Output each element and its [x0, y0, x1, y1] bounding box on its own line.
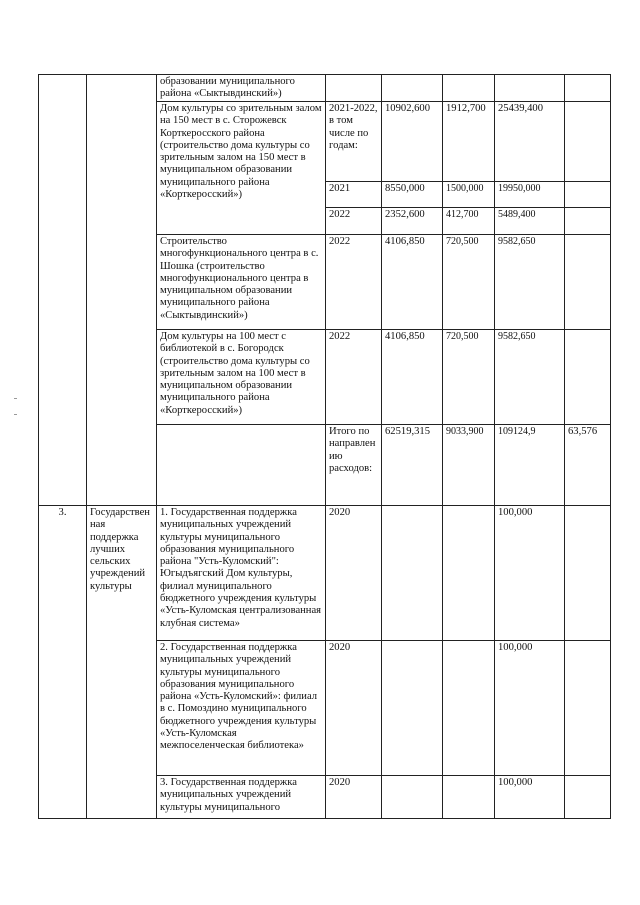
value-cell: [382, 776, 443, 819]
total-value-cell: 63,576: [565, 425, 611, 506]
year-cell: 2022: [326, 208, 382, 235]
value-cell: 9582,650: [495, 330, 565, 425]
year-cell: 2020: [326, 641, 382, 776]
value-cell: [565, 208, 611, 235]
row-number-cell: 3.: [39, 506, 87, 819]
value-cell: 720,500: [443, 235, 495, 330]
scan-mark: [14, 398, 17, 399]
value-cell: [565, 102, 611, 182]
description-cell: 1. Государственная поддержка муниципальных учреждений культуры муниципального образования муниципального района "Усть-Куломский": Югыдъягский Дом культуры, филиал муниципального бюджетного учреждения культуры «Усть-Куломская централизованная клубная система»: [157, 506, 326, 641]
value-cell: 8550,000: [382, 182, 443, 208]
value-cell: 5489,400: [495, 208, 565, 235]
value-cell: 720,500: [443, 330, 495, 425]
year-cell: 2022: [326, 235, 382, 330]
description-cell: 3. Государственная поддержка муниципальных учреждений культуры муниципального: [157, 776, 326, 819]
value-cell: 19950,000: [495, 182, 565, 208]
value-cell: 412,700: [443, 208, 495, 235]
year-cell: 2022: [326, 330, 382, 425]
value-cell: [565, 75, 611, 102]
value-cell: 2352,600: [382, 208, 443, 235]
value-cell: 4106,850: [382, 235, 443, 330]
year-cell: 2020: [326, 776, 382, 819]
year-cell: 2021-2022, в том числе по годам:: [326, 102, 382, 182]
description-cell: Строительство многофункционального центра в с. Шошка (строительство многофункционального центра в муниципальном образовании муниципального района «Сыктывдинский»): [157, 235, 326, 330]
value-cell: [443, 75, 495, 102]
year-cell: 2021: [326, 182, 382, 208]
value-cell: [443, 641, 495, 776]
value-cell: 1500,000: [443, 182, 495, 208]
year-cell: 2020: [326, 506, 382, 641]
value-cell: 25439,400: [495, 102, 565, 182]
value-cell: [565, 776, 611, 819]
total-value-cell: 62519,315: [382, 425, 443, 506]
description-cell: образовании муниципального района «Сыктывдинский»): [157, 75, 326, 102]
value-cell: [443, 506, 495, 641]
value-cell: [382, 506, 443, 641]
scan-mark: [14, 414, 17, 415]
value-cell: [495, 75, 565, 102]
program-table: [38, 74, 611, 819]
total-value-cell: 9033,900: [443, 425, 495, 506]
description-cell: Дом культуры со зрительным залом на 150 мест в с. Сторожевск Корткеросского района (строительство дома культуры со зрительным залом на 150 мест в муниципальном образовании муниципального района «Корткеросский»): [157, 102, 326, 235]
value-cell: 10902,600: [382, 102, 443, 182]
description-cell: 2. Государственная поддержка муниципальных учреждений культуры муниципального образования муниципального района «Усть-Куломский»: филиал в с. Помоздино муниципального бюджетного учреждения культуры «Усть-Куломская межпоселенческая библиотека»: [157, 641, 326, 776]
value-cell: [565, 641, 611, 776]
value-cell: [382, 641, 443, 776]
value-cell: [565, 182, 611, 208]
table-row: [39, 506, 611, 641]
description-cell: [157, 425, 326, 506]
value-cell: [443, 776, 495, 819]
value-cell: 100,000: [495, 506, 565, 641]
value-cell: [565, 506, 611, 641]
direction-name-cell: Государственная поддержка лучших сельских учреждений культуры: [87, 506, 157, 819]
value-cell: 4106,850: [382, 330, 443, 425]
table-row: [39, 75, 611, 102]
value-cell: 1912,700: [443, 102, 495, 182]
row-number-cell: [39, 75, 87, 506]
value-cell: [565, 330, 611, 425]
total-label-cell: Итого по направлению расходов:: [326, 425, 382, 506]
year-cell: [326, 75, 382, 102]
value-cell: 100,000: [495, 641, 565, 776]
value-cell: [382, 75, 443, 102]
total-value-cell: 109124,9: [495, 425, 565, 506]
description-cell: Дом культуры на 100 мест с библиотекой в с. Богородск (строительство дома культуры со зрительным залом на 100 мест в муниципальном образовании муниципального района «Корткеросский»): [157, 330, 326, 425]
value-cell: [565, 235, 611, 330]
direction-name-cell: [87, 75, 157, 506]
value-cell: 9582,650: [495, 235, 565, 330]
value-cell: 100,000: [495, 776, 565, 819]
